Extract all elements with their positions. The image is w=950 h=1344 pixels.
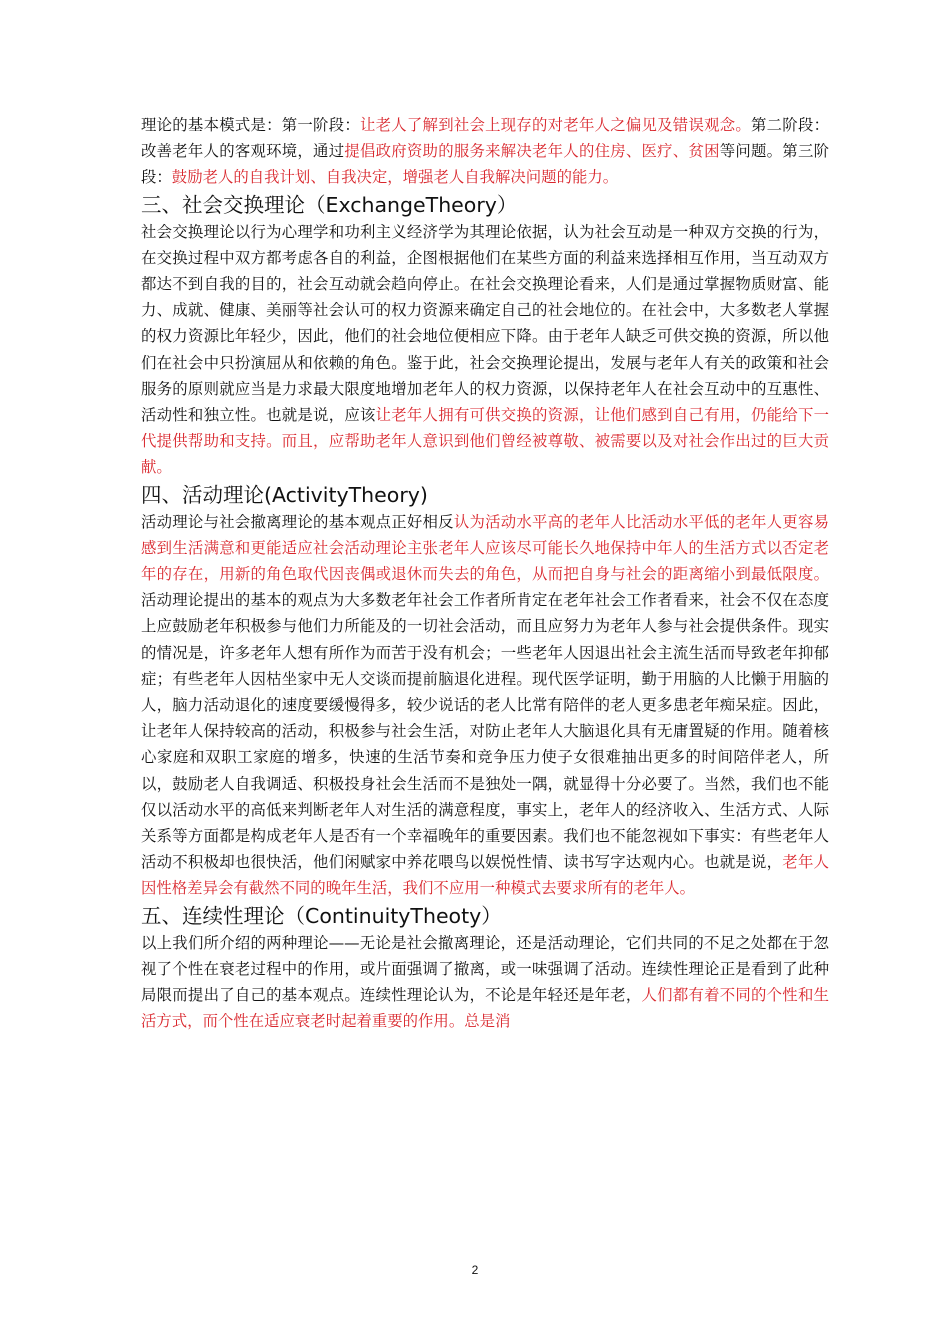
- highlighted-text: 认为活动水平高的老年人比活动水平低的老年人更容易感到生活满意和更能适应社会活动理论主张老年人应该尽可能长久地保持中年人的生活方式以否定老年的存在，用新的角色取代因丧偶或退休而失去的角色，从而把自身与社会的距离缩小到最低限度。: [141, 512, 829, 584]
- text-segment: 等问题。第三阶段：: [141, 142, 829, 187]
- exchange-theory-paragraph: [141, 219, 829, 481]
- text-segment: 活动理论与社会撤离理论的基本观点正好相反: [141, 512, 454, 531]
- highlighted-text: 鼓励老人的自我计划、自我决定，增强老人自我解决问题的能力。: [171, 168, 619, 187]
- intro-paragraph: [141, 112, 829, 191]
- text-segment: 第二阶段：改善老年人的客观环境，通过: [141, 116, 829, 161]
- section-heading-exchange-theory: 三、社会交换理论（ExchangeTheory）: [141, 192, 518, 217]
- text-segment: 以上我们所介绍的两种理论——无论是社会撤离理论，还是活动理论，它们共同的不足之处都在于忽视了个性在衰老过程中的作用，或片面强调了撤离，或一味强调了活动。连续性理论正是看到了此种局限而提出了自己的基本观点。连续性理论认为，不论是年轻还是年老，: [141, 933, 829, 1005]
- highlighted-text: 让老人了解到社会上现存的对老年人之偏见及错误观念。: [359, 116, 752, 134]
- document-body: [141, 112, 829, 1035]
- text-segment: 理论的基本模式是：第一阶段：: [141, 116, 360, 134]
- section-heading-continuity-theory: 五、连续性理论（ContinuityTheoty）: [141, 903, 502, 928]
- continuity-theory-paragraph: [141, 930, 829, 1035]
- text-segment: 活动理论提出的基本的观点为大多数老年社会工作者所肯定在老年社会工作者看来，社会不仅在态度上应鼓励老年积极参与他们力所能及的一切社会活动，而且应努力为老年人参与社会提供条件。现实的情况是，许多老年人想有所作为而苦于没有机会；一些老年人因退出社会主流生活而导致老年抑郁症；有些老年人因枯坐家中无人交谈而提前脑退化进程。现代医学证明，勤于用脑的人比懒于用脑的人，脑力活动退化的速度要缓慢得多，较少说话的老人比常有陪伴的老人更多患老年痴呆症。因此，让老年人保持较高的活动，积极参与社会生活，对防止老年人大脑退化具有无庸置疑的作用。随着核心家庭和双职工家庭的增多，快速的生活节奏和竞争压力使子女很难抽出更多的时间陪伴老人，所以，鼓励老人自我调适、积极投身社会生活而不是独处一隅，就显得十分必要了。当然，我们也不能仅以活动水平的高低来判断老年人对生活的满意程度，事实上，老年人的经济收入、生活方式、人际关系等方面都是构成老年人是否有一个幸福晚年的重要因素。我们也不能忽视如下事实：有些老年人活动不积极却也很快活，他们闲赋家中养花喂鸟以娱悦性情、读书写字达观内心。也就是说，: [141, 591, 829, 872]
- highlighted-text: 让老年人拥有可供交换的资源，让他们感到自己有用，仍能给下一代提供帮助和支持。而且，应帮助老年人意识到他们曾经被尊敬、被需要以及对社会作出过的巨大贡献。: [141, 406, 829, 477]
- activity-theory-paragraph: [141, 509, 829, 902]
- text-segment: 社会交换理论以行为心理学和功利主义经济学为其理论依据，认为社会互动是一种双方交换的行为，在交换过程中双方都考虑各自的利益，企图根据他们在某些方面的利益来选择相互作用，当互动双方都达不到自我的目的，社会互动就会趋向停止。在社会交换理论看来，人们是通过掌握物质财富、能力、成就、健康、美丽等社会认可的权力资源来确定自己的社会地位的。在社会中，大多数老人掌握的权力资源比年轻少，因此，他们的社会地位便相应下降。由于老年人缺乏可供交换的资源，所以他们在社会中只扮演屈从和依赖的角色。鉴于此，社会交换理论提出，发展与老年人有关的政策和社会服务的原则就应当是力求最大限度地增加老年人的权力资源，以保持老年人在社会互动中的互惠性、活动性和独立性。也就是说，应该: [141, 222, 829, 425]
- page-number: 2: [471, 1263, 479, 1277]
- highlighted-text: 人们都有着不同的个性和生活方式，而个性在适应衰老时起着重要的作用。总是消: [141, 986, 829, 1031]
- section-heading-activity-theory: 四、活动理论(ActivityTheory): [141, 482, 428, 507]
- highlighted-text: 提倡政府资助的服务来解决老年人的住房、医疗、贫困: [344, 142, 720, 161]
- highlighted-text: 老年人因性格差异会有截然不同的晚年生活，我们不应用一种模式去要求所有的老年人。: [141, 853, 829, 898]
